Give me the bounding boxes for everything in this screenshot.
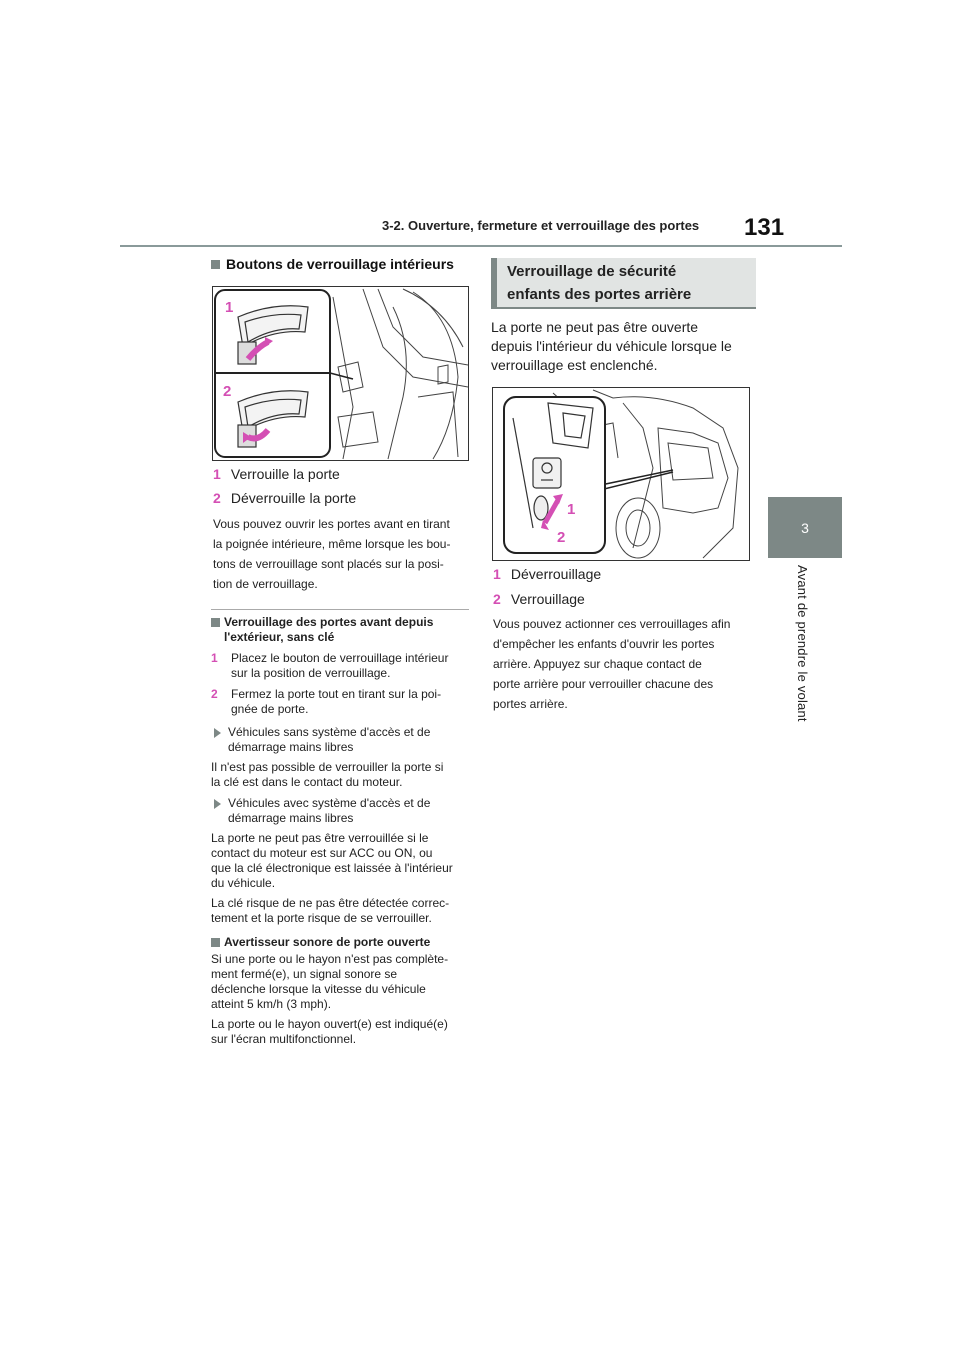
- text-line: La clé risque de ne pas être détectée correc-: [211, 896, 450, 910]
- text-line: Verrouillage des portes avant depuis: [224, 615, 434, 629]
- text-line: d'empêcher les enfants d'ouvrir les portes: [493, 637, 715, 651]
- text-line: démarrage mains libres: [228, 811, 354, 825]
- text-line: du véhicule.: [211, 876, 276, 890]
- item-text: Verrouillage: [510, 591, 585, 607]
- text-line: la poignée intérieure, même lorsque les bou-: [213, 537, 451, 551]
- step-number: 2: [211, 687, 218, 701]
- item-text: Verrouille la porte: [230, 466, 340, 482]
- heading-interior-lock-buttons: [211, 256, 454, 272]
- subsection-lock-without-key: [211, 615, 473, 1047]
- heading-text: Boutons de verrouillage intérieurs: [226, 256, 454, 272]
- figure-callout-2: 2: [223, 383, 232, 400]
- subsection-title: [211, 615, 473, 645]
- item-number: 1: [213, 466, 221, 482]
- subsection-title-text: [224, 615, 433, 645]
- text-line: Fermez la porte tout en tirant sur la poi-: [231, 687, 442, 701]
- chapter-tab-label: Avant de prendre le volant: [795, 565, 810, 722]
- text-line: tons de verrouillage sont placés sur la posi-: [213, 557, 444, 571]
- figure-child-lock: [492, 387, 750, 561]
- chapter-tab-number: 3: [801, 519, 809, 536]
- item-number: 2: [213, 490, 221, 506]
- subsection-title-text: Avertisseur sonore de porte ouverte: [224, 935, 431, 949]
- text-line: Véhicules avec système d'accès et de: [228, 796, 431, 810]
- text-line: l'extérieur, sans clé: [224, 630, 335, 644]
- figure-callout-1: 1: [225, 299, 234, 316]
- text-line: ment fermé(e), un signal sonore se: [211, 967, 398, 981]
- square-bullet-icon: [211, 260, 220, 269]
- door-lock-illustration: [213, 287, 468, 460]
- square-bullet-icon: [211, 938, 220, 947]
- text-line: Verrouillage de sécurité: [507, 263, 677, 280]
- text-line: tion de verrouillage.: [213, 577, 318, 591]
- case-item: [211, 796, 473, 826]
- text-line: porte arrière pour verrouiller chacune des: [493, 677, 714, 691]
- case-item: [211, 725, 473, 755]
- text-line: Vous pouvez actionner ces verrouillages afin: [493, 617, 731, 631]
- text-line: depuis l'intérieur du véhicule lorsque le: [491, 338, 732, 354]
- item-number: 2: [493, 591, 501, 607]
- text-line: sur l'écran multifonctionnel.: [211, 1032, 357, 1046]
- page-number: 131: [744, 214, 785, 241]
- case-text: [211, 831, 473, 891]
- section-box-rule: [491, 307, 756, 309]
- step-item: [211, 687, 473, 717]
- text-line: la clé est dans le contact du moteur.: [211, 775, 403, 789]
- list-item: [493, 566, 601, 582]
- text-line: tement et la porte risque de se verrouiller.: [211, 911, 432, 925]
- text-line: Il n'est pas possible de verrouiller la porte si: [211, 760, 444, 774]
- section-box-title: [497, 258, 756, 306]
- text-line: atteint 5 km/h (3 mph).: [211, 997, 332, 1011]
- section-box-child-lock: [491, 258, 756, 307]
- item-text: Déverrouille la porte: [230, 490, 357, 506]
- figure-callout-1: 1: [567, 501, 576, 518]
- text-line: enfants des portes arrière: [507, 286, 692, 303]
- chapter-tab: [768, 497, 842, 558]
- figure-callout-2: 2: [557, 529, 566, 546]
- text-line: démarrage mains libres: [228, 740, 354, 754]
- list-item: [493, 591, 585, 607]
- list-item: [213, 466, 340, 482]
- case-text: [211, 760, 473, 790]
- triangle-bullet-icon: [214, 728, 221, 738]
- rear-door-illustration: [493, 388, 749, 560]
- text-line: Si une porte ou le hayon n'est pas complète-: [211, 952, 449, 966]
- text-line: La porte ne peut pas être verrouillée si le: [211, 831, 429, 845]
- square-bullet-icon: [211, 618, 220, 627]
- text-line: que la clé électronique est laissée à l'intérieur: [211, 861, 453, 875]
- text-line: gnée de porte.: [231, 702, 309, 716]
- text-line: Vous pouvez ouvrir les portes avant en tirant: [213, 517, 450, 531]
- item-text: Déverrouillage: [510, 566, 602, 582]
- divider: [211, 609, 469, 610]
- triangle-bullet-icon: [214, 799, 221, 809]
- text-line: sur la position de verrouillage.: [231, 666, 391, 680]
- text-line: portes arrière.: [493, 697, 568, 711]
- text-line: La porte ou le hayon ouvert(e) est indiqué(e): [211, 1017, 448, 1031]
- text-line: Placez le bouton de verrouillage intérieur: [231, 651, 449, 665]
- text-line: verrouillage est enclenché.: [491, 357, 658, 373]
- text-line: déclenche lorsque la vitesse du véhicule: [211, 982, 426, 996]
- header-rule: [120, 245, 842, 247]
- text-line: arrière. Appuyez sur chaque contact de: [493, 657, 702, 671]
- door-open-display-text: [211, 1017, 473, 1047]
- text-line: contact du moteur est sur ACC ou ON, ou: [211, 846, 433, 860]
- text-line: La porte ne peut pas être ouverte: [491, 319, 699, 335]
- child-lock-intro: [491, 318, 756, 375]
- item-number: 1: [493, 566, 501, 582]
- step-item: [211, 651, 473, 681]
- case-text: [211, 896, 473, 926]
- step-number: 1: [211, 651, 218, 665]
- paragraph-child-lock: [493, 614, 758, 714]
- section-title: 3-2. Ouverture, fermeture et verrouillage des portes: [382, 218, 700, 233]
- list-item: [213, 490, 356, 506]
- figure-interior-lock: [212, 286, 469, 461]
- door-open-buzzer-text: [211, 952, 473, 1012]
- subsection-title: [211, 935, 473, 950]
- text-line: Véhicules sans système d'accès et de: [228, 725, 431, 739]
- paragraph-interior-unlock: [213, 514, 473, 594]
